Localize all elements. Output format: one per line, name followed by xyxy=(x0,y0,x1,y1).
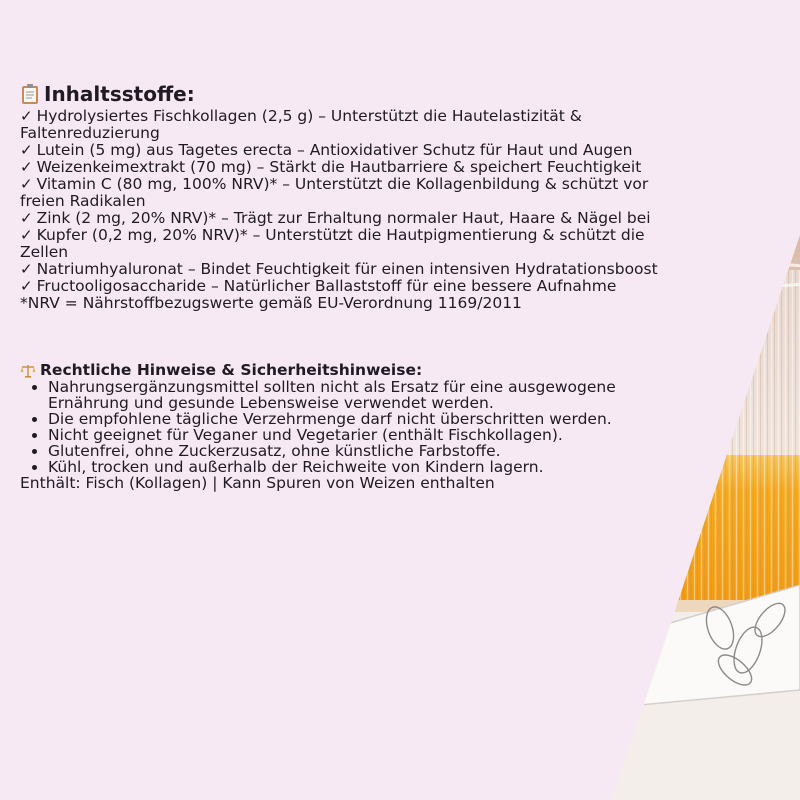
ingredients-heading-text: Inhaltsstoffe: xyxy=(44,82,195,106)
check-mark-icon: ✓ xyxy=(20,226,33,244)
check-mark-icon: ✓ xyxy=(20,141,33,159)
scale-icon xyxy=(20,364,36,378)
list-item: ✓ Hydrolysiertes Fischkollagen (2,5 g) – Unterstützt die Hautelastizität & Faltenreduzierung xyxy=(20,107,582,142)
check-mark-icon: ✓ xyxy=(20,158,33,176)
check-mark-icon: ✓ xyxy=(20,209,33,227)
legal-list xyxy=(20,379,680,475)
list-item: • Kühl, trocken und außerhalb der Reichweite von Kindern lagern. xyxy=(48,459,680,475)
list-item: ✓ Weizenkeimextrakt (70 mg) – Stärkt die Hautbarriere & speichert Feuchtigkeit xyxy=(20,158,642,176)
clipboard-icon xyxy=(20,83,40,105)
list-item: • Glutenfrei, ohne Zuckerzusatz, ohne künstliche Farbstoffe. xyxy=(48,443,680,459)
check-mark-icon: ✓ xyxy=(20,277,33,295)
legal-heading xyxy=(20,362,680,379)
list-item: ✓ Fructooligosaccharide – Natürlicher Ballaststoff für eine bessere Aufnahme xyxy=(20,277,617,295)
list-item: • Nahrungsergänzungsmittel sollten nicht als Ersatz für eine ausgewogene Ernährung und gesunde Lebensweise verwendet werden. xyxy=(48,379,680,411)
check-mark-icon: ✓ xyxy=(20,260,33,278)
check-mark-icon: ✓ xyxy=(20,175,33,193)
ingredients-heading xyxy=(20,82,680,106)
list-item: ✓ Natriumhyaluronat – Bindet Feuchtigkeit für einen intensiven Hydratationsboost xyxy=(20,260,658,278)
allergen-footer: Enthält: Fisch (Kollagen) | Kann Spuren von Weizen enthalten xyxy=(20,474,495,492)
ingredient-list xyxy=(20,108,680,295)
list-item: ✓ Kupfer (0,2 mg, 20% NRV)* – Unterstützt die Hautpigmentierung & schützt die Zellen xyxy=(20,226,645,261)
list-item: ✓ Zink (2 mg, 20% NRV)* – Trägt zur Erhaltung normaler Haut, Haare & Nägel bei xyxy=(20,209,651,227)
check-mark-icon: ✓ xyxy=(20,107,33,125)
list-item: • Die empfohlene tägliche Verzehrmenge darf nicht überschritten werden. xyxy=(48,411,680,427)
nrv-note: *NRV = Nährstoffbezugswerte gemäß EU-Verordnung 1169/2011 xyxy=(20,294,522,312)
list-item: ✓ Lutein (5 mg) aus Tagetes erecta – Antioxidativer Schutz für Haut und Augen xyxy=(20,141,633,159)
legal-heading-text: Rechtliche Hinweise & Sicherheitshinweise: xyxy=(40,361,423,379)
content xyxy=(20,82,680,491)
list-item: • Nicht geeignet für Veganer und Vegetarier (enthält Fischkollagen). xyxy=(48,427,680,443)
list-item: ✓ Vitamin C (80 mg, 100% NRV)* – Unterstützt die Kollagenbildung & schützt vor freien Radikalen xyxy=(20,175,649,210)
